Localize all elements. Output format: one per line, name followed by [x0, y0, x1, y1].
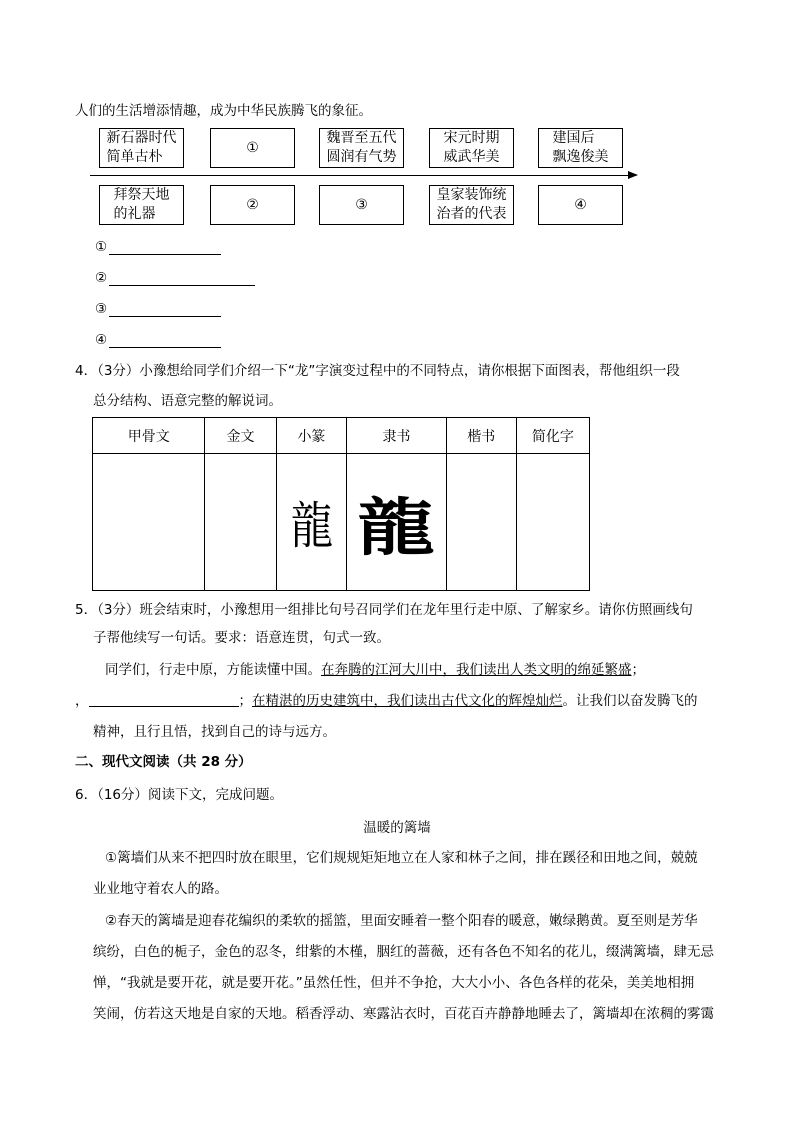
- timeline-text: ③: [355, 196, 368, 213]
- lishu-glyph: 龍: [357, 490, 436, 564]
- timeline-box-blank-4: [538, 185, 623, 225]
- timeline-box-weijin: [319, 128, 404, 168]
- timeline-text: ④: [574, 196, 587, 213]
- answer-blank-3[interactable]: [109, 302, 221, 317]
- table-cell-xiaozhuan: [276, 454, 347, 591]
- article-p2-line-2: 缤纷，白色的栀子，金色的忍冬，绀紫的木槿，胭红的蔷薇，还有各色不知名的花儿，缀满篱墙，肆无忌: [93, 944, 714, 960]
- q5-line-4: [75, 691, 698, 711]
- timeline-box-neolithic: [99, 128, 184, 168]
- table-cell-jinwen[interactable]: [205, 454, 276, 591]
- article-p2-line-1: ②春天的篱墙是迎春花编织的柔软的摇篮，里面安睡着一整个阳春的暖意，嫩绿鹅黄。夏至则是芳华: [105, 913, 698, 929]
- arrow-right-icon: [628, 171, 638, 179]
- timeline-box-ritual: [99, 185, 184, 225]
- q5-line-3-end: ；: [631, 662, 645, 678]
- timeline-text: 皇家装饰统 治者的代表: [436, 187, 507, 222]
- answer-row-1[interactable]: [95, 235, 221, 255]
- answer-blank-1[interactable]: [109, 240, 221, 255]
- timeline-text: 新石器时代 简单古朴: [106, 130, 177, 165]
- timeline-box-songyuan: [429, 128, 514, 168]
- q6-line-1: 6．（16分）阅读下文，完成问题。: [75, 787, 284, 803]
- article-p1-line-2: 业业地守着农人的路。: [93, 881, 228, 897]
- answer-row-2[interactable]: [95, 266, 255, 286]
- timeline-box-modern: [538, 128, 623, 168]
- table-header: 小篆: [276, 418, 347, 454]
- q5-line-4-mid: ；: [238, 693, 252, 709]
- q5-line-1: 5．（3分）班会结束时，小豫想用一组排比句号召同学们在龙年里行走中原、了解家乡。请你仿照画线句: [75, 602, 693, 618]
- table-cell-jiaguwen[interactable]: [93, 454, 205, 591]
- q5-line-5: 精神，且行且悟，找到自己的诗与远方。: [93, 724, 336, 740]
- table-header: 楷书: [446, 418, 516, 454]
- table-cell-kaishu[interactable]: [446, 454, 516, 591]
- q5-line-3: [105, 660, 645, 680]
- answer-row-4[interactable]: [95, 328, 221, 348]
- article-title: 温暖的篱墙: [363, 820, 431, 836]
- q4-line-2: 总分结构、语意完整的解说词。: [93, 393, 282, 409]
- answer-blank-2[interactable]: [109, 271, 255, 286]
- table-header: 金文: [205, 418, 276, 454]
- intro-line: 人们的生活增添情趣，成为中华民族腾飞的象征。: [75, 103, 372, 119]
- timeline-text: 拜祭天地 的礼器: [113, 187, 170, 222]
- answer-label: ②: [95, 270, 108, 286]
- q5-answer-blank[interactable]: [89, 692, 239, 707]
- answer-label: ④: [95, 332, 108, 348]
- character-evolution-table: [92, 417, 590, 591]
- q4-line-1: 4．（3分）小豫想给同学们介绍一下“龙”字演变过程中的不同特点，请你根据下面图表，帮他组织一段: [75, 363, 680, 379]
- table-header: 隶书: [347, 418, 446, 454]
- timeline-box-imperial: [429, 185, 514, 225]
- table-cell-lishu: [347, 454, 446, 591]
- timeline-text: 魏晋至五代 圆润有气势: [326, 130, 397, 165]
- table-cell-jianhuazi[interactable]: [516, 454, 589, 591]
- article-p2-line-3: 惮，“我就是要开花，就是要开花。”虽然任性，但并不争抢，大大小小、各色各样的花朵，美美地相拥: [93, 975, 695, 991]
- q5-line-3-plain: 同学们，行走中原，方能读懂中国。: [105, 662, 321, 678]
- q5-line-4-end: 。让我们以奋发腾飞的: [562, 693, 698, 709]
- timeline-box-blank-1: [210, 128, 295, 168]
- table-header: 甲骨文: [93, 418, 205, 454]
- answer-row-3[interactable]: [95, 297, 221, 317]
- q5-underlined-sentence-1: 在奔腾的江河大川中，我们读出人类文明的绵延繁盛: [321, 662, 632, 678]
- timeline-box-blank-2: [210, 185, 295, 225]
- q5-underlined-sentence-2: 在精湛的历史建筑中，我们读出古代文化的辉煌灿烂: [252, 693, 563, 709]
- table-header: 简化字: [516, 418, 589, 454]
- article-p1-line-1: ①篱墙们从来不把四时放在眼里，它们规规矩矩地立在人家和林子之间，排在蹊径和田地之间，兢兢: [105, 850, 698, 866]
- xiaozhuan-glyph: 龍: [291, 497, 332, 555]
- timeline-text: 建国后 飘逸俊美: [552, 130, 609, 165]
- q5-line-2: 子帮他续写一句话。要求：语意连贯，句式一致。: [93, 630, 390, 646]
- timeline-text: 宋元时期 威武华美: [443, 130, 500, 165]
- timeline-box-blank-3: [319, 185, 404, 225]
- q5-line-4-start: ，: [75, 693, 89, 709]
- article-p2-line-4: 笑闹，仿若这天地是自家的天地。稻香浮动、寒露沾衣时，百花百卉静静地睡去了，篱墙却在浓稠的雾霭: [93, 1006, 714, 1022]
- timeline-text: ①: [246, 139, 259, 156]
- answer-label: ①: [95, 239, 108, 255]
- answer-blank-4[interactable]: [109, 333, 221, 348]
- answer-label: ③: [95, 301, 108, 317]
- timeline-arrow-line: [90, 175, 630, 176]
- timeline-text: ②: [246, 196, 259, 213]
- section-heading: 二、现代文阅读（共 28 分）: [75, 754, 252, 770]
